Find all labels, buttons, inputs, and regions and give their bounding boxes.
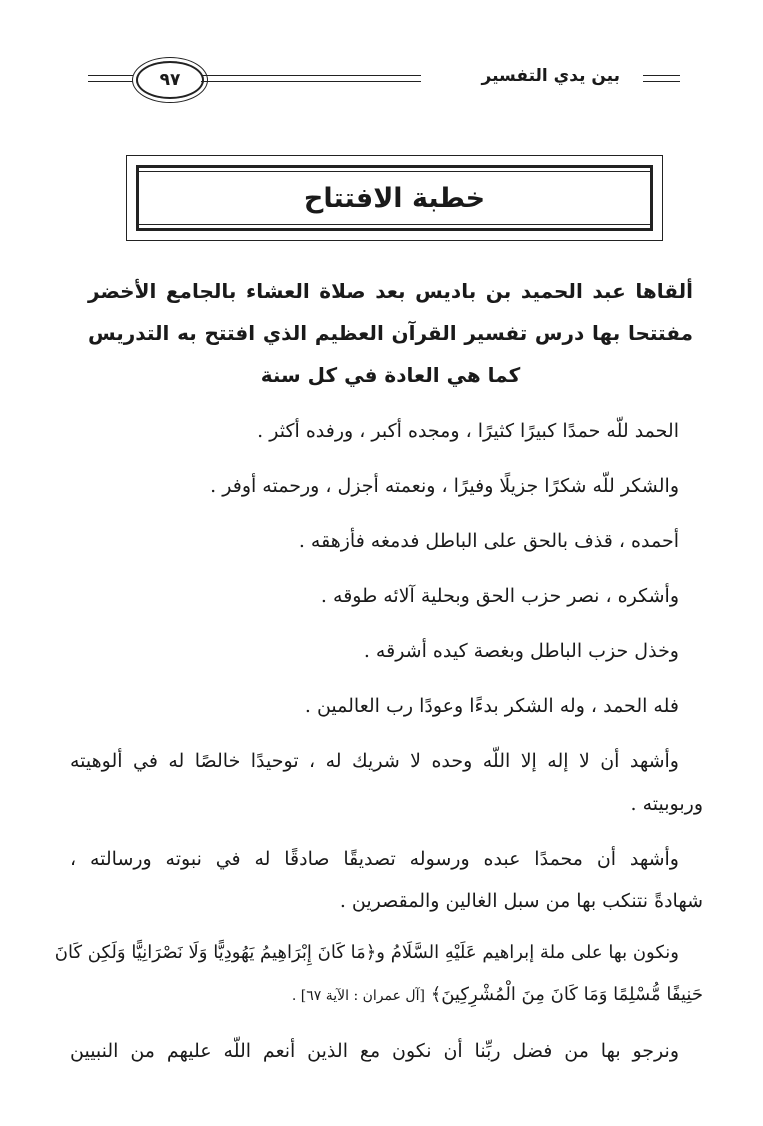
running-title: بين يدي التفسير [474, 66, 628, 86]
paragraph-8-line-1: وأشهد أن محمدًا عبده ورسوله تصديقًا صادقًا له في نبوته ورسالته ، [70, 848, 679, 870]
paragraph-2: والشكر للّه شكرًا جزيلًا وفيرًا ، ونعمته أجزل ، ورحمته أوفر . [210, 475, 679, 497]
paragraph-5: وخذل حزب الباطل وبغصة كيده أشرقه . [363, 640, 679, 662]
section-title: خطبة الافتتاح [303, 182, 486, 214]
quran-verse: حَنِيفًا مُّسْلِمًا وَمَا كَانَ مِنَ الْمُشْرِكِينَ﴾ [430, 984, 703, 1005]
paragraph-9-line-1: ونكون بها على ملة إبراهيم عَلَيْهِ السَّلَامُ و﴿مَا كَانَ إِبْرَاهِيمُ يَهُودِيًّا وَلَا نَصْرَانِيًّا وَلَكِن كَانَ [54, 942, 679, 963]
page-number: ٩٧ [136, 61, 204, 99]
subtitle [88, 270, 693, 396]
quran-reference: [آل عمران : الآية ٦٧] . [291, 988, 425, 1004]
subtitle-line-1: ألقاها عبد الحميد بن باديس بعد صلاة العشاء بالجامع الأخضر [88, 279, 693, 303]
paragraph-6: فله الحمد ، وله الشكر بدءًا وعودًا رب العالمين . [304, 695, 679, 717]
paragraph-9-line-2 [70, 984, 703, 1005]
paragraph-7-line-2: وربوبيته . [630, 793, 703, 815]
title-frame-inner [136, 165, 653, 231]
header-rule-right [643, 75, 680, 82]
paragraph-10: ونرجو بها من فضل ربِّنا أن نكون مع الذين أنعم اللّه عليهم من النبيين [70, 1040, 679, 1062]
paragraph-7-line-1: وأشهد أن لا إله إلا اللّه وحده لا شريك له ، توحيدًا خالصًا له في ألوهيته [70, 750, 679, 772]
paragraph-1: الحمد للّه حمدًا كبيرًا كثيرًا ، ومجده أكبر ، ورفده أكثر . [257, 420, 679, 442]
header-rule-left [88, 75, 136, 82]
subtitle-line-2: مفتتحا بها درس تفسير القرآن العظيم الذي افتتح به التدريس [88, 321, 693, 345]
header-rule-middle [201, 75, 421, 82]
paragraph-8-line-2: شهادةً نتنكب بها من سبل الغالين والمقصرين . [339, 890, 703, 912]
title-frame [126, 155, 663, 241]
paragraph-3: أحمده ، قذف بالحق على الباطل فدمغه فأزهقه . [298, 530, 679, 552]
subtitle-line-3: كما هي العادة في كل سنة [260, 363, 521, 387]
paragraph-4: وأشكره ، نصر حزب الحق وبحلية آلائه طوقه . [320, 585, 679, 607]
